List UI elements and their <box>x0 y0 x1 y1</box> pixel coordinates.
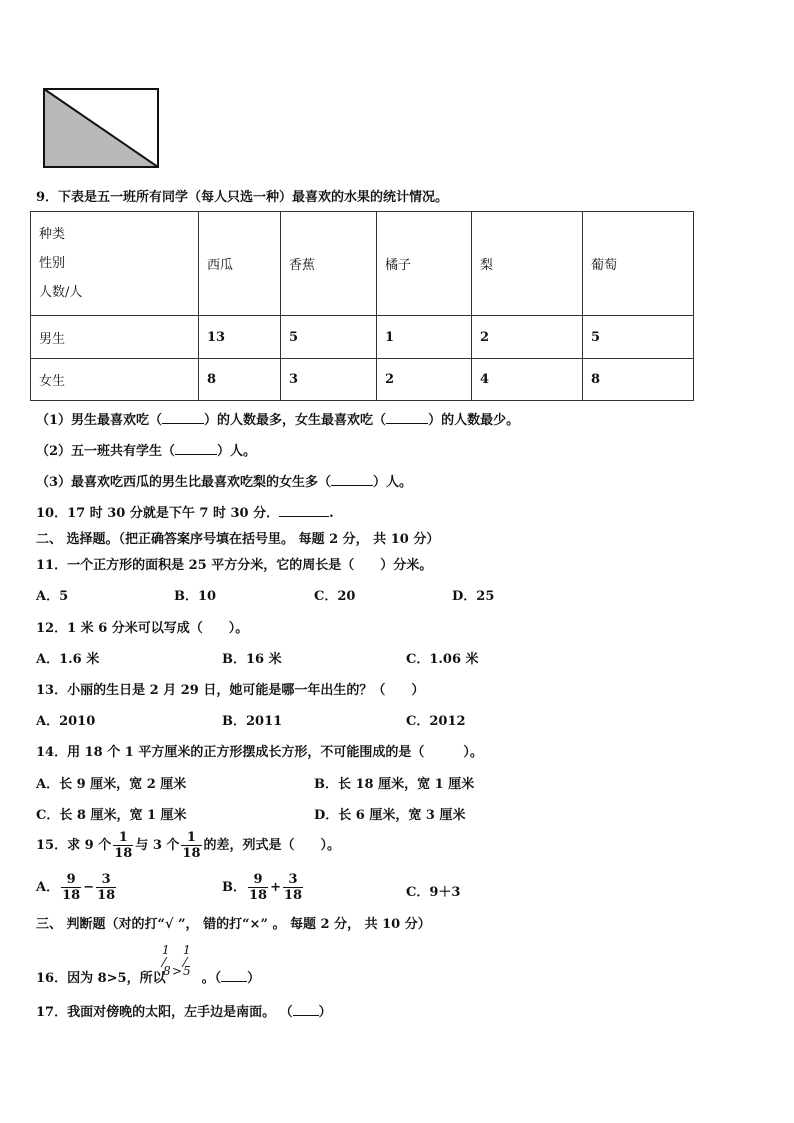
fraction-three-eighteenths: $\frac{3}{18}$ <box>97 872 116 903</box>
rectangle-triangle-figure <box>43 88 161 170</box>
option-c[interactable]: C．9＋3 <box>406 885 461 900</box>
greater-than-sign: > <box>172 964 183 978</box>
option-b[interactable]: B．长 18 厘米，宽 1 厘米 <box>314 777 475 792</box>
option-a[interactable]: A．1.6 米 <box>36 652 100 667</box>
option-a[interactable]: A．2010 <box>36 714 96 729</box>
fraction-nine-eighteenths: $\frac{9}{18}$ <box>249 872 268 903</box>
fruit-statistics-table <box>30 211 694 401</box>
question-9-sub2: （2）五一班共有学生（ ）人。 <box>36 444 257 459</box>
table-header-row <box>31 212 694 316</box>
fraction-one: 1 <box>162 943 170 957</box>
question-9-stem: 9．下表是五一班所有同学（每人只选一种）最喜欢的水果的统计情况。 <box>36 190 449 205</box>
answer-blank[interactable] <box>293 1003 319 1016</box>
option-b[interactable]: B． $\frac{9}{18}$ + $\frac{3}{18}$ <box>222 872 303 903</box>
fraction-slashes <box>158 955 198 969</box>
section-3-heading: 三、 判断题（对的打“√ ”， 错的打“×” 。 每题 2 分， 共 10 分） <box>36 917 431 932</box>
option-b[interactable]: B．10 <box>174 589 217 604</box>
answer-blank[interactable] <box>162 411 204 424</box>
question-9-sub1: （1）男生最喜欢吃（ ）的人数最多，女生最喜欢吃（ ）的人数最少。 <box>36 413 520 428</box>
question-16: 16．因为 8>5，所以 。（ ） <box>36 971 261 986</box>
table-cell: 5 <box>281 316 377 359</box>
header-count: 人数/人 <box>39 285 83 300</box>
fruit-header: 梨 <box>472 212 583 316</box>
fraction-one-eighteenth: $\frac{1}{18}$ <box>114 830 133 861</box>
question-15-stem: 15．求 9 个 $\frac{1}{18}$ 与 3 个 $\frac{1}{18}$ 的差，列式是（ ）。 <box>36 830 341 861</box>
fruit-header: 橘子 <box>377 212 472 316</box>
table-cell: 1 <box>377 316 472 359</box>
header-gender: 性别 <box>39 256 66 271</box>
header-category: 种类 <box>39 227 66 242</box>
answer-blank[interactable] <box>175 442 217 455</box>
row-label: 男生 <box>31 316 199 359</box>
option-a[interactable]: A． $\frac{9}{18}$ − $\frac{3}{18}$ <box>36 872 116 903</box>
question-17: 17．我面对傍晚的太阳，左手边是南面。 （ ） <box>36 1005 332 1020</box>
answer-blank[interactable] <box>279 504 329 517</box>
table-cell: 2 <box>377 359 472 401</box>
table-row <box>31 316 694 359</box>
fruit-header: 香蕉 <box>281 212 377 316</box>
answer-blank[interactable] <box>221 969 247 982</box>
fraction-eight: 8 <box>163 964 171 978</box>
option-b[interactable]: B．16 米 <box>222 652 282 667</box>
question-9-sub3: （3）最喜欢吃西瓜的男生比最喜欢吃梨的女生多（ ）人。 <box>36 475 413 490</box>
option-c[interactable]: C．2012 <box>406 714 466 729</box>
fruit-header: 西瓜 <box>199 212 281 316</box>
table-cell: 8 <box>199 359 281 401</box>
table-corner-header <box>31 212 199 316</box>
table-cell: 8 <box>583 359 694 401</box>
table-cell: 13 <box>199 316 281 359</box>
table-cell: 2 <box>472 316 583 359</box>
question-12-stem: 12．1 米 6 分米可以写成（ ）。 <box>36 621 249 636</box>
fraction-five: 5 <box>183 964 191 978</box>
question-13-stem: 13．小丽的生日是 2 月 29 日，她可能是哪一年出生的？（ ） <box>36 683 425 698</box>
question-11-stem: 11．一个正方形的面积是 25 平方分米，它的周长是（ ）分米。 <box>36 558 433 573</box>
fraction-one-eighteenth: $\frac{1}{18}$ <box>182 830 201 861</box>
row-label: 女生 <box>31 359 199 401</box>
answer-blank[interactable] <box>331 473 373 486</box>
answer-blank[interactable] <box>386 411 428 424</box>
option-c[interactable]: C．长 8 厘米，宽 1 厘米 <box>36 808 187 823</box>
fraction-nine-eighteenths: $\frac{9}{18}$ <box>62 872 81 903</box>
table-cell: 3 <box>281 359 377 401</box>
option-d[interactable]: D．长 6 厘米，宽 3 厘米 <box>314 808 466 823</box>
option-c[interactable]: C．1.06 米 <box>406 652 479 667</box>
table-cell: 5 <box>583 316 694 359</box>
table-row <box>31 359 694 401</box>
option-a[interactable]: A．长 9 厘米，宽 2 厘米 <box>36 777 187 792</box>
option-c[interactable]: C．20 <box>314 589 356 604</box>
section-2-heading: 二、 选择题。（把正确答案序号填在括号里。 每题 2 分， 共 10 分） <box>36 532 440 547</box>
option-a[interactable]: A．5 <box>36 589 69 604</box>
fraction-one: 1 <box>183 943 191 957</box>
table-cell: 4 <box>472 359 583 401</box>
option-b[interactable]: B．2011 <box>222 714 283 729</box>
fraction-three-eighteenths: $\frac{3}{18}$ <box>284 872 303 903</box>
option-d[interactable]: D．25 <box>452 589 495 604</box>
fruit-header: 葡萄 <box>583 212 694 316</box>
question-14-stem: 14．用 18 个 1 平方厘米的正方形摆成长方形，不可能围成的是（ ）。 <box>36 745 483 760</box>
question-10: 10．17 时 30 分就是下午 7 时 30 分． . <box>36 506 334 521</box>
